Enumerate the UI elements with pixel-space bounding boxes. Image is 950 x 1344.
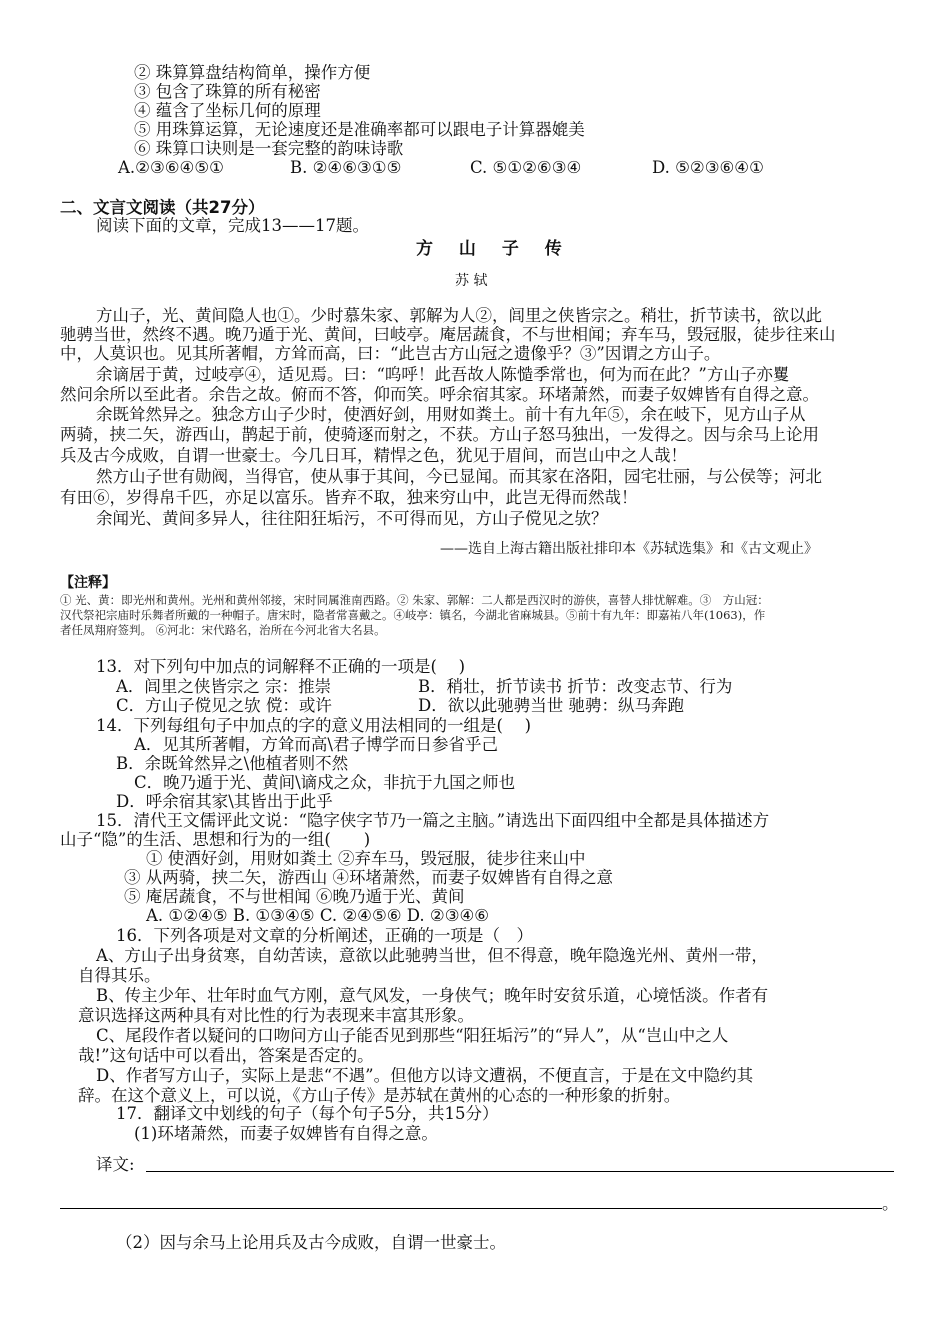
answer-blank-line[interactable] [146,1171,894,1172]
q14-option-c: C．晚乃遁于光、黄间\谪戍之众，非抗于九国之师也 [134,773,516,792]
passage-line: 驰骋当世，然终不遇。晚乃遁于光、黄间，曰岐亭。庵居蔬食，不与世相闻；弃车马，毁冠服，徒步往来山 [60,325,836,344]
q17-stem: 17．翻译文中划线的句子（每个句子5分，共15分） [116,1104,499,1123]
q14-option-d: D．呼余宿其家\其皆出于此乎 [116,792,333,811]
q13-option-d: D．欲以此驰骋当世 驰骋：纵马奔跑 [418,696,684,715]
q13-stem: 13．对下列句中加点的词解释不正确的一项是( ) [96,657,466,676]
q14-stem: 14．下列每组句子中加点的字的意义用法相同的一组是( ) [96,716,532,735]
q13-option-b: B．稍壮，折节读书 折节：改变志节、行为 [418,677,733,696]
q13-option-c: C．方山子傥见之欤 傥：或许 [116,696,332,715]
q16-option-b: B、传主少年、壮年时血气方刚，意气风发，一身侠气；晚年时安贫乐道，心境恬淡。作者有 [96,986,769,1005]
note-line: ① 光、黄：即光州和黄州。光州和黄州邻接，宋时同属淮南西路。② 朱家、郭解：二人都是西汉时的游侠，喜替人排忧解难。③ 方山冠： [60,593,769,607]
q16-option-c: C、尾段作者以疑问的口吻问方山子能否见到那些“阳狂垢污”的“异人”，从“岂山中之人 [96,1026,729,1045]
q16-option-d: D、作者写方山子，实际上是悲“不遇”。但他方以诗文遭祸，不便直言，于是在文中隐约其 [96,1066,754,1085]
passage-line: 余谪居于黄，过岐亭④，适见焉。曰：“呜呼！此吾故人陈慥季常也，何为而在此？”方山子亦矍 [96,365,790,384]
q16-option-a: 自得其乐。 [78,966,161,985]
passage-line: 余闻光、黄间多异人，往往阳狂垢污，不可得而见，方山子傥见之欤？ [96,509,608,528]
option-line: ④ 蕴含了坐标几何的原理 [134,101,321,120]
q16-option-a: A、方山子出身贫寒，自幼苦读，意欲以此驰骋当世，但不得意，晚年隐逸光州、黄州一带， [96,946,768,965]
answer-period: 。 [882,1194,899,1213]
option-line: ③ 包含了珠算的所有秘密 [134,82,321,101]
q16-stem: 16．下列各项是对文章的分析阐述，正确的一项是（ ） [116,926,533,945]
q15-option-line: ① 使酒好剑，用财如粪土 ②弃车马，毁冠服，徒步往来山中 [146,849,586,868]
passage-line: 有田⑥，岁得帛千匹，亦足以富乐。皆弃不取，独来穷山中，此岂无得而然哉！ [60,488,638,507]
q16-option-d: 辞。在这个意义上，可以说，《方山子传》是苏轼在黄州的心态的一种形象的折射。 [78,1086,681,1105]
q15-stem: 15．清代王文儒评此文说：“隐字侠字节乃一篇之主脑。”请选出下面四组中全都是具体描述方 [96,811,770,830]
q15-option-line: ③ 从两骑，挟二矢，游西山 ④环堵萧然，而妻子奴婢皆有自得之意 [124,868,613,887]
passage-line: 然问余所以至此者。余告之故。俯而不答，仰而笑。呼余宿其家。环堵萧然，而妻子奴婢皆有自得之意。 [60,385,819,404]
q16-option-b: 意识选择这两种具有对比性的行为表现来丰富其形象。 [78,1006,474,1025]
q17-sentence-1: (1)环堵萧然，而妻子奴婢皆有自得之意。 [134,1124,438,1143]
q14-option-b: B．余既耸然异之\他植者则不然 [116,754,349,773]
option-line: ⑤ 用珠算运算，无论速度还是准确率都可以跟电子计算器媲美 [134,120,585,139]
q16-option-c: 哉!”这句话中可以看出，答案是否定的。 [78,1046,374,1065]
passage-title: 方 山 子 传 [416,239,572,259]
section-heading: 二、文言文阅读（共27分） [60,198,265,217]
passage-line: 兵及古今成败，自谓一世豪士。今几日耳，精悍之色，犹见于眉间，而岂山中之人哉！ [60,446,687,465]
passage-line: 然方山子世有勋阀，当得官，使从事于其间，今已显闻。而其家在洛阳，园宅壮丽，与公侯等；河北 [96,467,822,486]
notes-heading: 【注释】 [60,575,116,591]
q12-choice-a: A.②③⑥④⑤① [118,158,224,177]
q13-option-a: A．闾里之侠皆宗之 宗：推崇 [116,677,332,696]
option-line: ⑥ 珠算口诀则是一套完整的韵味诗歌 [134,139,404,158]
q15-option-line: ⑤ 庵居蔬食，不与世相闻 ⑥晚乃遁于光、黄间 [124,887,465,906]
passage-line: 两骑，挟二矢，游西山，鹊起于前，使骑逐而射之，不获。方山子怒马独出，一发得之。因与余马上论用 [60,425,819,444]
answer-blank-line[interactable] [60,1208,882,1209]
passage-line: 方山子，光、黄间隐人也①。少时慕朱家、郭解为人②，闾里之侠皆宗之。稍壮，折节读书，欲以此 [96,306,822,325]
q12-choice-c: C. ⑤①②⑥③④ [470,158,582,177]
q12-choice-b: B. ②④⑥③①⑤ [290,158,402,177]
passage-author: 苏 轼 [455,273,488,289]
q15-choices: A. ①②④⑤ B. ①③④⑤ C. ②④⑤⑥ D. ②③④⑥ [146,906,490,925]
option-line: ② 珠算算盘结构简单，操作方便 [134,63,371,82]
section-instruction: 阅读下面的文章，完成13——17题。 [96,216,369,235]
q14-option-a: A．见其所著帽，方耸而高\君子博学而日参省乎己 [134,735,498,754]
answer-label: 译文: [96,1155,135,1174]
note-line: 者任凤翔府签判。 ⑥河北：宋代路名，治所在今河北省大名县。 [60,623,386,637]
passage-source: ——选自上海古籍出版社排印本《苏轼选集》和《古文观止》 [440,541,818,557]
passage-line: 余既耸然异之。独念方山子少时，使酒好剑，用财如粪土。前十有九年⑤，余在岐下，见方山子从 [96,405,806,424]
q15-stem: 山子“隐”的生活、思想和行为的一组( ) [60,830,371,849]
q12-choice-d: D. ⑤②③⑥④① [652,158,764,177]
q17-sentence-2: （2）因与余马上论用兵及古今成败，自谓一世豪士。 [116,1233,506,1252]
note-line: 汉代祭祀宗庙时乐舞者所戴的一种帽子。唐宋时，隐者常喜戴之。④岐亭：镇名，今湖北省麻城县。⑤前十有九年：即嘉祐八年(1063)，作 [60,608,766,622]
passage-line: 中，人莫识也。见其所著帽，方耸而高，曰：“此岂古方山冠之遗像乎？③”因谓之方山子。 [60,344,721,363]
